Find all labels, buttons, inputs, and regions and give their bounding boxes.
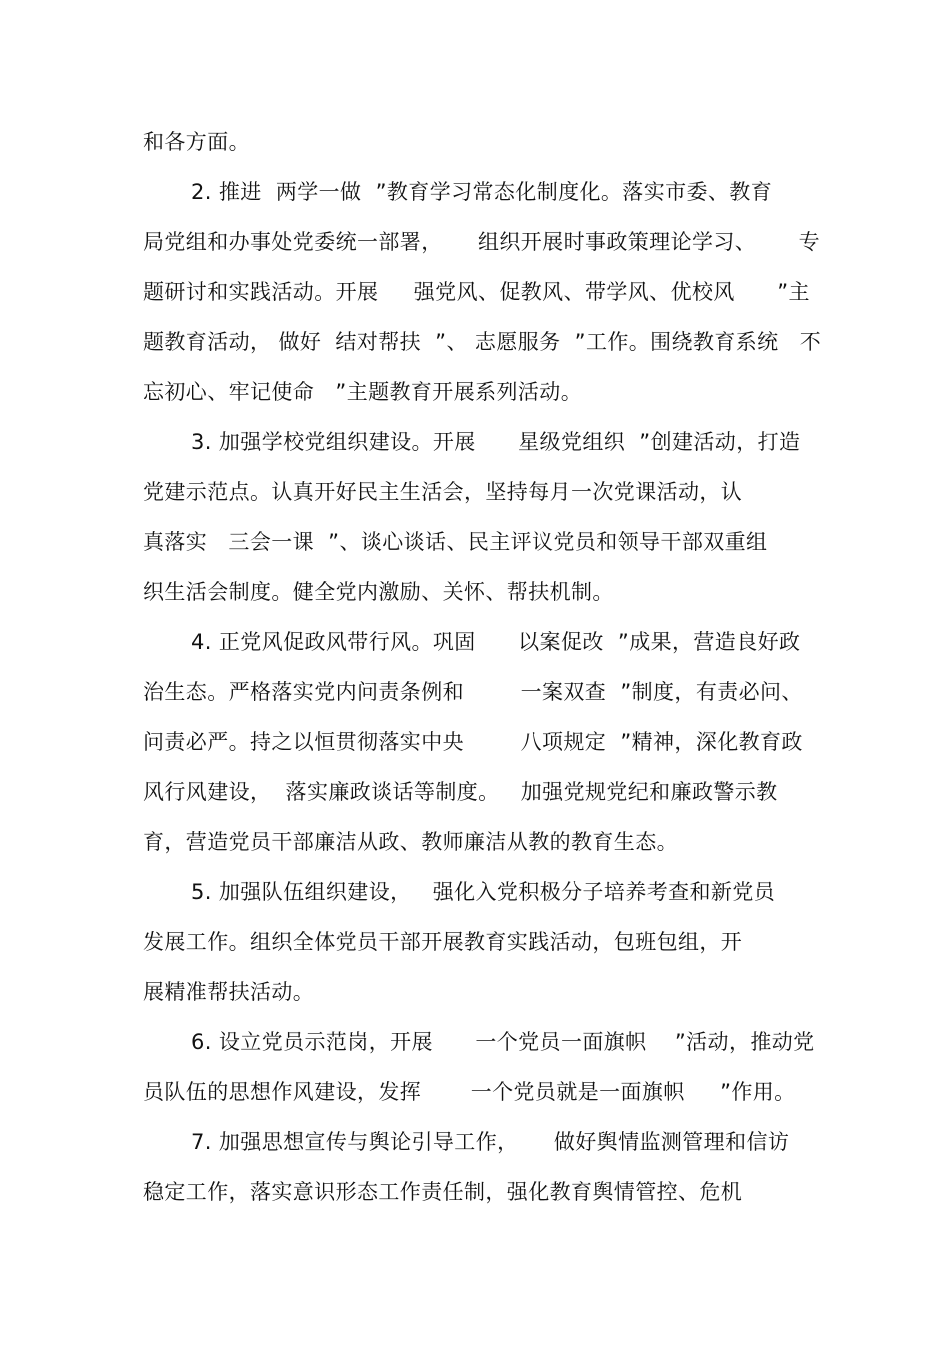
text-line: 育，营造党员干部廉洁从政、教师廉洁从教的教育生态。 — [143, 830, 678, 854]
text-line: 稳定工作，落实意识形态工作责任制，强化教育舆情管控、危机 — [143, 1180, 743, 1204]
text-line: 真落实 三会一课 ”、谈心谈话、民主评议党员和领导干部双重组 — [143, 530, 768, 554]
text-line: 局党组和办事处党委统一部署， 组织开展时事政策理论学习、 专 — [143, 230, 821, 254]
text-line: 员队伍的思想作风建设，发挥 一个党员就是一面旗帜 ”作用。 — [143, 1080, 796, 1104]
paragraph-6-line: 6. 设立党员示范岗，开展 一个党员一面旗帜 ”活动，推动党 — [191, 1030, 815, 1054]
text-line: 题教育活动， 做好 结对帮扶 ”、 志愿服务 ”工作。围绕教育系统 不 — [143, 330, 822, 354]
text-line: 风行风建设， 落实廉政谈话等制度。 加强党规党纪和廉政警示教 — [143, 780, 778, 804]
text-line: 治生态。严格落实党内问责条例和 一案双查 ”制度，有责必问、 — [143, 680, 803, 704]
text-line: 问责必严。持之以恒贯彻落实中央 八项规定 ”精神，深化教育政 — [143, 730, 803, 754]
paragraph-7-line: 7. 加强思想宣传与舆论引导工作， 做好舆情监测管理和信访 — [191, 1130, 790, 1154]
text-line: 织生活会制度。健全党内激励、关怀、帮扶机制。 — [143, 580, 614, 604]
paragraph-3-line: 3. 加强学校党组织建设。开展 星级党组织 ”创建活动，打造 — [191, 430, 801, 454]
paragraph-2-line: 2. 推进 两学一做 ”教育学习常态化制度化。落实市委、教育 — [191, 180, 773, 204]
text-line: 和各方面。 — [143, 130, 250, 154]
text-line: 忘初心、牢记使命 ”主题教育开展系列活动。 — [143, 380, 583, 404]
text-line: 题研讨和实践活动。开展 强党风、促教风、带学风、优校风 ”主 — [143, 280, 810, 304]
text-line: 展精准帮扶活动。 — [143, 980, 315, 1004]
text-line: 党建示范点。认真开好民主生活会，坚持每月一次党课活动，认 — [143, 480, 743, 504]
paragraph-4-line: 4. 正党风促政风带行风。巩固 以案促改 ”成果，营造良好政 — [191, 630, 801, 654]
text-line: 发展工作。组织全体党员干部开展教育实践活动，包班包组，开 — [143, 930, 743, 954]
paragraph-5-line: 5. 加强队伍组织建设， 强化入党积极分子培养考查和新党员 — [191, 880, 776, 904]
